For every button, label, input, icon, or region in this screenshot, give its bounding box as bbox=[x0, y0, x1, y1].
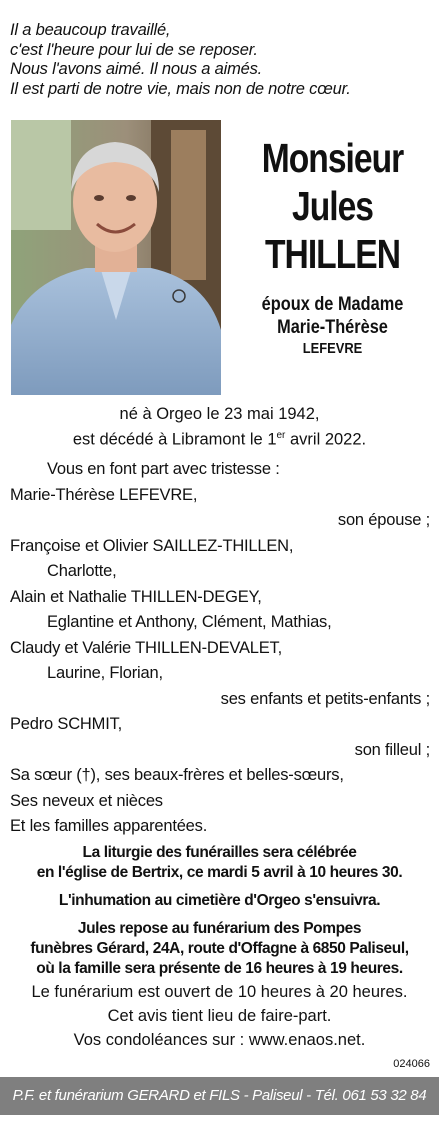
family-line: Et les familles apparentées. bbox=[10, 817, 208, 835]
family-line: Alain et Nathalie THILLEN-DEGEY, bbox=[10, 587, 262, 606]
ceremony-line: où la famille sera présente de 16 heures à 19 heures. bbox=[36, 960, 403, 977]
poem-line: c'est l'heure pour lui de se reposer. bbox=[10, 40, 258, 59]
spouse-line: LEFEVRE bbox=[302, 340, 363, 357]
name-title: Monsieur bbox=[261, 135, 404, 181]
reference-number: 024066 bbox=[393, 1058, 430, 1070]
death-line bbox=[0, 425, 439, 451]
family-line: son épouse ; bbox=[337, 511, 430, 529]
ceremony-line: La liturgie des funérailles sera célébrée bbox=[82, 844, 357, 861]
family-line: Françoise et Olivier SAILLEZ-THILLEN, bbox=[10, 536, 294, 555]
ceremony-line: funèbres Gérard, 24A, route d'Offagne à 6850 Paliseul, bbox=[30, 940, 409, 957]
first-name: Jules bbox=[291, 183, 374, 229]
last-name: THILLEN bbox=[264, 231, 401, 277]
poem-line: Il a beaucoup travaillé, bbox=[10, 21, 171, 39]
death-text: est décédé à Libramont le 1 bbox=[72, 430, 277, 449]
family-line: Laurine, Florian, bbox=[47, 664, 163, 682]
ordinal-suffix: er bbox=[276, 430, 286, 441]
poem-line: Nous l'avons aimé. Il nous a aimés. bbox=[10, 60, 263, 78]
spouse-line: époux de Madame bbox=[261, 294, 404, 315]
birth-death-info bbox=[0, 404, 439, 451]
portrait-photo bbox=[11, 120, 221, 395]
ceremony-line: en l'église de Bertrix, ce mardi 5 avril à 10 heures 30. bbox=[36, 864, 403, 881]
poem-line: Il est parti de notre vie, mais non de notre cœur. bbox=[10, 79, 351, 98]
family-line: Vous en font part avec tristesse : bbox=[47, 460, 280, 478]
birth-line: né à Orgeo le 23 mai 1942, bbox=[119, 405, 320, 423]
poem bbox=[10, 21, 430, 99]
closing-line: Cet avis tient lieu de faire-part. bbox=[107, 1007, 332, 1025]
deceased-name bbox=[245, 134, 420, 278]
spouse-info bbox=[241, 293, 424, 358]
family-line: Sa sœur (†), ses beaux-frères et belles-sœurs, bbox=[10, 766, 344, 784]
ceremony-line: L'inhumation au cimetière d'Orgeo s'ensuivra. bbox=[58, 892, 381, 909]
ceremony-info bbox=[0, 843, 439, 979]
family-line: Claudy et Valérie THILLEN-DEVALET, bbox=[10, 638, 282, 657]
spouse-line: Marie-Thérèse bbox=[277, 317, 388, 338]
family-line: Ses neveux et nièces bbox=[10, 791, 163, 810]
family-line: Eglantine et Anthony, Clément, Mathias, bbox=[47, 613, 332, 631]
family-list bbox=[10, 457, 430, 840]
footer-banner: P.F. et funérarium GERARD et FILS - Paliseul - Tél. 061 53 32 84 bbox=[0, 1077, 439, 1115]
closing-info bbox=[0, 980, 439, 1052]
closing-line: Le funérarium est ouvert de 10 heures à 20 heures. bbox=[31, 983, 408, 1001]
family-line: son filleul ; bbox=[354, 740, 430, 759]
closing-line: Vos condoléances sur : www.enaos.net. bbox=[73, 1031, 366, 1049]
family-line: Pedro SCHMIT, bbox=[10, 715, 123, 733]
family-line: Marie-Thérèse LEFEVRE, bbox=[10, 485, 198, 504]
ceremony-line: Jules repose au funérarium des Pompes bbox=[77, 920, 362, 937]
family-line: Charlotte, bbox=[47, 562, 117, 580]
death-text-end: avril 2022. bbox=[285, 430, 367, 449]
family-line: ses enfants et petits-enfants ; bbox=[220, 689, 430, 708]
